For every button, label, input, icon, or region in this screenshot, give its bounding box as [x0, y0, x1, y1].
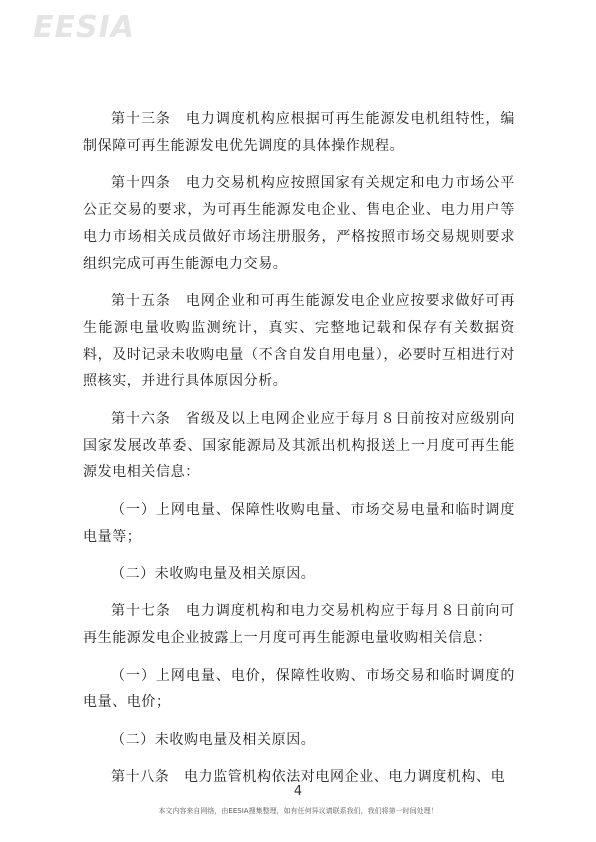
- article-16-item-2: （二）未收购电量及相关原因。: [111, 565, 316, 582]
- footer-notice: 本文内容来自网络，由EESIA搜集整理，如有任何异议请联系我们，我们将第一时间处理！: [158, 807, 438, 815]
- article-13: 第十三条 电力调度机构应根据可再生能源发电机组特性，编制保障可再生能源发电优先调度的具体操作规程。: [83, 111, 515, 154]
- article-16: 第十六条 省级及以上电网企业应于每月８日前按对应级别向国家发展改革委、国家能源局及其派出机构报送上一月度可再生能源发电相关信息：: [83, 410, 515, 481]
- article-14: 第十四条 电力交易机构应按照国家有关规定和电力市场公平公正交易的要求，为可再生能源发电企业、售电企业、电力用户等电力市场相关成员做好市场注册服务，严格按照市场交易规则要求组织完成可再生能源电力交易。: [83, 175, 515, 272]
- eesia-logo: EESIA: [33, 10, 135, 45]
- article-16-item-1: （一）上网电量、保障性收购电量、市场交易电量和临时调度电量等；: [83, 501, 515, 545]
- document-body: [83, 106, 515, 801]
- page-number: 4: [293, 784, 303, 799]
- article-15: 第十五条 电网企业和可再生能源发电企业应按要求做好可再生能源电量收购监测统计，真实、完整地记载和保存有关数据资料，及时记录未收购电量（不含自发自用电量），必要时互相进行对照核实，并进行具体原因分析。: [83, 292, 515, 390]
- article-18: 第十八条 电力监管机构依法对电网企业、电力调度机构、电: [111, 769, 506, 786]
- article-17-item-1: （一）上网电量、电价，保障性收购、市场交易和临时调度的电量、电价；: [83, 667, 515, 711]
- article-17-item-2: （二）未收购电量及相关原因。: [111, 731, 316, 748]
- article-17: 第十七条 电力调度机构和电力交易机构应于每月８日前向可再生能源发电企业披露上一月度可再生能源电量收购相关信息：: [83, 603, 515, 647]
